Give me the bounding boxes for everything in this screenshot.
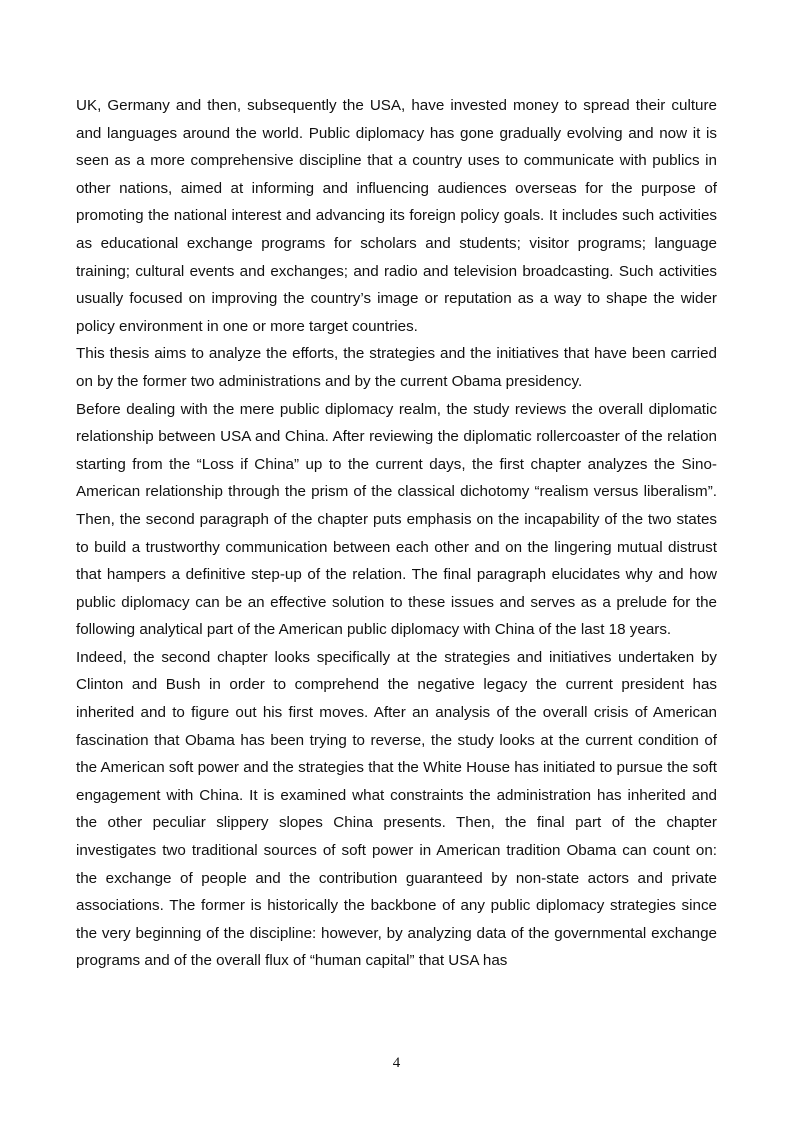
page-number: 4	[392, 1055, 401, 1071]
paragraph-second-chapter: Indeed, the second chapter looks specifically at the strategies and initiatives undertaken by Clinton and Bush in order to comprehend the negative legacy the current president has inherited and to figure out his first moves. After an analysis of the overall crisis of American fascination that Obama has been trying to reverse, the study looks at the current condition of the American soft power and the strategies that the White House has initiated to pursue the soft engagement with China. It is examined what constraints the administration has inherited and the other peculiar slippery slopes China presents. Then, the final part of the chapter investigates two traditional sources of soft power in American tradition Obama can count on: the exchange of people and the contribution guaranteed by non-state actors and private associations. The former is historically the backbone of any public diplomacy strategies since the very beginning of the discipline: however, by analyzing data of the governmental exchange programs and of the overall flux of “human capital” that USA has	[76, 648, 717, 970]
paragraph-first-chapter: Before dealing with the mere public diplomacy realm, the study reviews the overall diplomatic relationship between USA and China. After reviewing the diplomatic rollercoaster of the relation starting from the “Loss if China” up to the current days, the first chapter analyzes the Sino-American relationship through the prism of the classical dichotomy “realism versus liberalism”. Then, the second paragraph of the chapter puts emphasis on the incapability of the two states to build a trustworthy communication between each other and on the lingering mutual distrust that hampers a definitive step-up of the relation. The final paragraph elucidates why and how public diplomacy can be an effective solution to these issues and serves as a prelude for the following analytical part of the American public diplomacy with China of the last 18 years.	[76, 400, 717, 639]
paragraph-public-diplomacy-intro: UK, Germany and then, subsequently the USA, have invested money to spread their culture and languages around the world. Public diplomacy has gone gradually evolving and now it is seen as a more comprehensive discipline that a country uses to communicate with publics in other nations, aimed at informing and influencing audiences overseas for the purpose of promoting the national interest and advancing its foreign policy goals. It includes such activities as educational exchange programs for scholars and students; visitor programs; language training; cultural events and exchanges; and radio and television broadcasting. Such activities usually focused on improving the country’s image or reputation as a way to shape the wider policy environment in one or more target countries.	[76, 97, 717, 335]
paragraph-thesis-aim: This thesis aims to analyze the efforts, the strategies and the initiatives that have been carried on by the former two administrations and by the current Obama presidency.	[76, 345, 717, 390]
body-text	[76, 92, 717, 975]
